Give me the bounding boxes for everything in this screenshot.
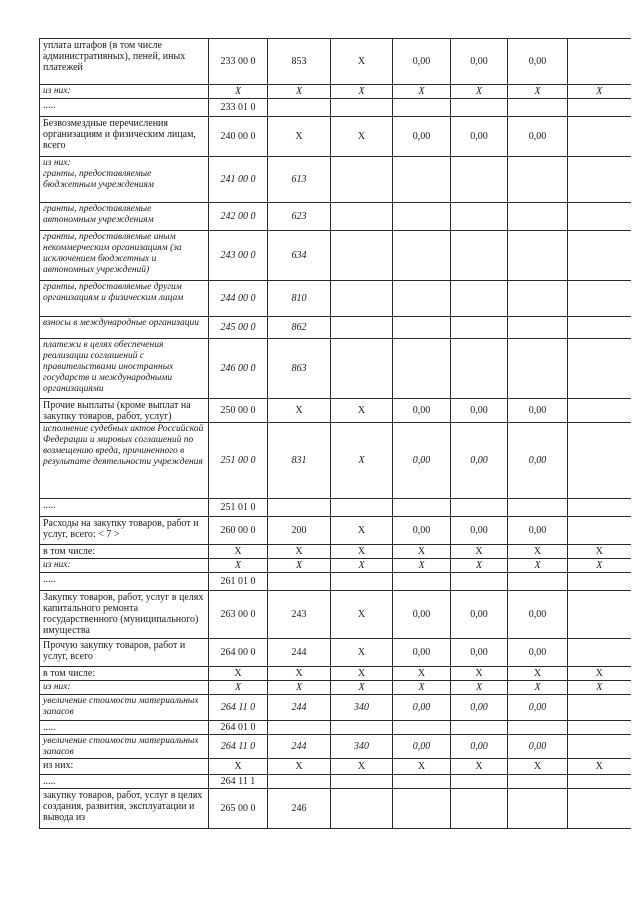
kbk-cell: 623 [268, 203, 331, 231]
value-cell [393, 317, 451, 339]
row-label: ..... [40, 499, 209, 517]
row-code-cell: X [209, 559, 268, 573]
value-cell [508, 721, 568, 735]
value-cell: X [451, 85, 508, 99]
value-cell: 0,00 [393, 423, 451, 499]
table-row [40, 591, 631, 639]
value-cell: 0,00 [451, 399, 508, 423]
value-cell [568, 117, 631, 157]
kbk-cell [268, 721, 331, 735]
value-cell: 0,00 [393, 591, 451, 639]
value-cell [568, 573, 631, 591]
value-cell [393, 99, 451, 117]
value-cell [451, 231, 508, 281]
value-cell: X [568, 681, 631, 695]
value-cell: X [568, 759, 631, 775]
value-cell [508, 573, 568, 591]
row-label: Безвозмездные перечисления организациям и физическим лицам, всего [40, 117, 209, 157]
row-code-cell: 245 00 0 [209, 317, 268, 339]
row-label: увеличение стоимости материальных запасов [40, 735, 209, 759]
row-label: из них: [40, 85, 209, 99]
table-row [40, 423, 631, 499]
kbk-cell: X [268, 399, 331, 423]
value-cell: 0,00 [451, 423, 508, 499]
row-label: гранты, предоставляемые автономным учреждениям [40, 203, 209, 231]
value-cell: X [393, 667, 451, 681]
value-cell [393, 721, 451, 735]
value-cell: X [331, 39, 393, 85]
row-label: увеличение стоимости материальных запасов [40, 695, 209, 721]
value-cell: X [331, 591, 393, 639]
value-cell: 340 [331, 695, 393, 721]
budget-table [39, 38, 631, 829]
value-cell: 0,00 [508, 423, 568, 499]
value-cell: X [451, 681, 508, 695]
value-cell: X [451, 559, 508, 573]
value-cell [451, 721, 508, 735]
value-cell: 0,00 [451, 117, 508, 157]
value-cell: X [331, 399, 393, 423]
budget-table-body [40, 39, 631, 829]
value-cell: 0,00 [393, 39, 451, 85]
table-row [40, 721, 631, 735]
value-cell [451, 339, 508, 399]
kbk-cell: 244 [268, 735, 331, 759]
kbk-cell: 810 [268, 281, 331, 317]
value-cell: X [331, 759, 393, 775]
row-code-cell: 250 00 0 [209, 399, 268, 423]
value-cell [451, 317, 508, 339]
table-row [40, 339, 631, 399]
table-row [40, 789, 631, 829]
value-cell [393, 499, 451, 517]
row-code-cell: 264 11 0 [209, 735, 268, 759]
kbk-cell: X [268, 545, 331, 559]
table-row [40, 681, 631, 695]
value-cell [451, 99, 508, 117]
value-cell: 0,00 [393, 117, 451, 157]
value-cell [568, 721, 631, 735]
table-row [40, 735, 631, 759]
value-cell [331, 775, 393, 789]
value-cell [331, 573, 393, 591]
value-cell [393, 281, 451, 317]
value-cell: X [508, 85, 568, 99]
value-cell: X [393, 85, 451, 99]
table-row [40, 667, 631, 681]
value-cell: 0,00 [451, 639, 508, 667]
row-label: ..... [40, 775, 209, 789]
value-cell: 0,00 [393, 735, 451, 759]
row-code-cell: 244 00 0 [209, 281, 268, 317]
value-cell: X [331, 639, 393, 667]
row-code-cell: 246 00 0 [209, 339, 268, 399]
value-cell [451, 157, 508, 203]
table-row [40, 99, 631, 117]
table-row [40, 775, 631, 789]
value-cell [451, 499, 508, 517]
table-row [40, 117, 631, 157]
row-label: из них: [40, 559, 209, 573]
table-row [40, 695, 631, 721]
row-label: уплата штафов (в том числе административных), пеней, иных платежей [40, 39, 209, 85]
value-cell [508, 789, 568, 829]
row-label: в том числе: [40, 545, 209, 559]
value-cell: 0,00 [508, 695, 568, 721]
value-cell [568, 39, 631, 85]
value-cell [568, 735, 631, 759]
value-cell: 0,00 [451, 517, 508, 545]
row-label: платежи в целях обеспечения реализации соглашений с правительствами иностранных государств и международными организациями [40, 339, 209, 399]
row-code-cell: 243 00 0 [209, 231, 268, 281]
value-cell: X [508, 681, 568, 695]
kbk-cell: X [268, 759, 331, 775]
value-cell: X [331, 517, 393, 545]
kbk-cell: X [268, 117, 331, 157]
value-cell [508, 317, 568, 339]
value-cell [568, 231, 631, 281]
table-row [40, 545, 631, 559]
value-cell [393, 339, 451, 399]
value-cell: X [331, 559, 393, 573]
value-cell: X [508, 667, 568, 681]
kbk-cell: 831 [268, 423, 331, 499]
table-row [40, 157, 631, 203]
value-cell [331, 339, 393, 399]
value-cell [393, 157, 451, 203]
value-cell [568, 281, 631, 317]
value-cell: X [331, 85, 393, 99]
kbk-cell: 613 [268, 157, 331, 203]
kbk-cell: 244 [268, 695, 331, 721]
kbk-cell: 862 [268, 317, 331, 339]
value-cell [508, 203, 568, 231]
value-cell: 0,00 [508, 117, 568, 157]
row-label: Прочие выплаты (кроме выплат на закупку товаров, работ, услуг) [40, 399, 209, 423]
value-cell [568, 99, 631, 117]
value-cell [568, 157, 631, 203]
value-cell [508, 499, 568, 517]
kbk-cell [268, 499, 331, 517]
value-cell: X [568, 545, 631, 559]
value-cell [508, 157, 568, 203]
value-cell: X [393, 545, 451, 559]
table-row [40, 85, 631, 99]
kbk-cell [268, 775, 331, 789]
value-cell [568, 591, 631, 639]
table-row [40, 231, 631, 281]
row-code-cell: 233 01 0 [209, 99, 268, 117]
table-row [40, 203, 631, 231]
value-cell [508, 231, 568, 281]
value-cell [393, 775, 451, 789]
value-cell: 0,00 [393, 517, 451, 545]
row-code-cell: 241 00 0 [209, 157, 268, 203]
value-cell [451, 281, 508, 317]
row-code-cell: 265 00 0 [209, 789, 268, 829]
value-cell [568, 775, 631, 789]
row-code-cell: 260 00 0 [209, 517, 268, 545]
table-row [40, 39, 631, 85]
kbk-cell: X [268, 681, 331, 695]
value-cell: 0,00 [393, 639, 451, 667]
value-cell: 0,00 [508, 39, 568, 85]
kbk-cell: 243 [268, 591, 331, 639]
kbk-cell: 244 [268, 639, 331, 667]
value-cell: X [393, 559, 451, 573]
value-cell [331, 231, 393, 281]
kbk-cell: 246 [268, 789, 331, 829]
value-cell: 0,00 [451, 39, 508, 85]
value-cell: X [451, 759, 508, 775]
kbk-cell: 863 [268, 339, 331, 399]
value-cell: 0,00 [508, 399, 568, 423]
value-cell [568, 789, 631, 829]
row-code-cell: 261 01 0 [209, 573, 268, 591]
value-cell [331, 203, 393, 231]
value-cell: X [451, 545, 508, 559]
row-label: Прочую закупку товаров, работ и услуг, всего [40, 639, 209, 667]
value-cell: X [331, 117, 393, 157]
row-label: из них: [40, 759, 209, 775]
row-label: в том числе: [40, 667, 209, 681]
value-cell [568, 517, 631, 545]
value-cell: 340 [331, 735, 393, 759]
value-cell: X [331, 681, 393, 695]
value-cell [508, 99, 568, 117]
value-cell [331, 721, 393, 735]
value-cell [568, 399, 631, 423]
value-cell [393, 231, 451, 281]
value-cell [568, 639, 631, 667]
value-cell [331, 317, 393, 339]
value-cell: X [508, 759, 568, 775]
row-code-cell: X [209, 545, 268, 559]
kbk-cell: 853 [268, 39, 331, 85]
table-row [40, 317, 631, 339]
row-code-cell: 233 00 0 [209, 39, 268, 85]
value-cell: X [393, 759, 451, 775]
row-label: закупку товаров, работ, услуг в целях создания, развития, эксплуатации и вывода из [40, 789, 209, 829]
value-cell [451, 203, 508, 231]
row-label: из них: [40, 681, 209, 695]
row-code-cell: 251 01 0 [209, 499, 268, 517]
value-cell [331, 157, 393, 203]
value-cell [568, 203, 631, 231]
value-cell: 0,00 [508, 735, 568, 759]
table-row [40, 499, 631, 517]
kbk-cell: X [268, 667, 331, 681]
value-cell [331, 789, 393, 829]
table-row [40, 639, 631, 667]
value-cell [508, 339, 568, 399]
table-row [40, 573, 631, 591]
value-cell [568, 317, 631, 339]
value-cell [508, 775, 568, 789]
row-code-cell: X [209, 759, 268, 775]
row-label: гранты, предоставляемые другим организациям и физическим лицам [40, 281, 209, 317]
kbk-cell [268, 573, 331, 591]
table-row [40, 399, 631, 423]
value-cell: 0,00 [451, 735, 508, 759]
row-label: взносы в международные организации [40, 317, 209, 339]
table-row [40, 559, 631, 573]
value-cell: X [331, 667, 393, 681]
kbk-cell: X [268, 85, 331, 99]
row-code-cell: X [209, 85, 268, 99]
value-cell [393, 573, 451, 591]
value-cell [451, 775, 508, 789]
row-code-cell: 264 01 0 [209, 721, 268, 735]
value-cell [331, 99, 393, 117]
table-row [40, 281, 631, 317]
value-cell: X [331, 545, 393, 559]
value-cell: X [393, 681, 451, 695]
row-code-cell: X [209, 681, 268, 695]
value-cell: X [508, 559, 568, 573]
value-cell: X [451, 667, 508, 681]
value-cell [331, 281, 393, 317]
row-code-cell: 240 00 0 [209, 117, 268, 157]
row-code-cell: 264 11 1 [209, 775, 268, 789]
kbk-cell [268, 99, 331, 117]
value-cell [393, 203, 451, 231]
value-cell: X [568, 85, 631, 99]
value-cell: X [508, 545, 568, 559]
value-cell: 0,00 [451, 591, 508, 639]
value-cell [568, 499, 631, 517]
row-label: из них: гранты, предоставляемые бюджетным учреждениям [40, 157, 209, 203]
row-label: исполнение судебных актов Российской Федерации и мировых соглашений по возмещению вреда, причиненного в результате деятельности учреждения [40, 423, 209, 499]
row-label: Расходы на закупку товаров, работ и услуг, всего: < 7 > [40, 517, 209, 545]
row-code-cell: X [209, 667, 268, 681]
value-cell: 0,00 [508, 517, 568, 545]
value-cell: 0,00 [393, 695, 451, 721]
value-cell: X [568, 667, 631, 681]
row-code-cell: 263 00 0 [209, 591, 268, 639]
value-cell [331, 499, 393, 517]
row-code-cell: 264 00 0 [209, 639, 268, 667]
row-label: ..... [40, 99, 209, 117]
value-cell [508, 281, 568, 317]
row-label: Закупку товаров, работ, услуг в целях капитального ремонта государственного (муниципального) имущества [40, 591, 209, 639]
row-label: ..... [40, 573, 209, 591]
table-row [40, 759, 631, 775]
value-cell [568, 695, 631, 721]
value-cell: X [331, 423, 393, 499]
row-code-cell: 242 00 0 [209, 203, 268, 231]
value-cell: 0,00 [508, 639, 568, 667]
value-cell [451, 789, 508, 829]
value-cell: 0,00 [451, 695, 508, 721]
row-code-cell: 264 11 0 [209, 695, 268, 721]
kbk-cell: 634 [268, 231, 331, 281]
row-label: ..... [40, 721, 209, 735]
value-cell [568, 339, 631, 399]
value-cell: X [568, 559, 631, 573]
value-cell [568, 423, 631, 499]
value-cell [393, 789, 451, 829]
kbk-cell: 200 [268, 517, 331, 545]
value-cell: 0,00 [508, 591, 568, 639]
kbk-cell: X [268, 559, 331, 573]
row-code-cell: 251 00 0 [209, 423, 268, 499]
table-row [40, 517, 631, 545]
value-cell: 0,00 [393, 399, 451, 423]
row-label: гранты, предоставляемые иным некоммерческим организациям (за исключением бюджетных и автономных учреждений) [40, 231, 209, 281]
value-cell [451, 573, 508, 591]
